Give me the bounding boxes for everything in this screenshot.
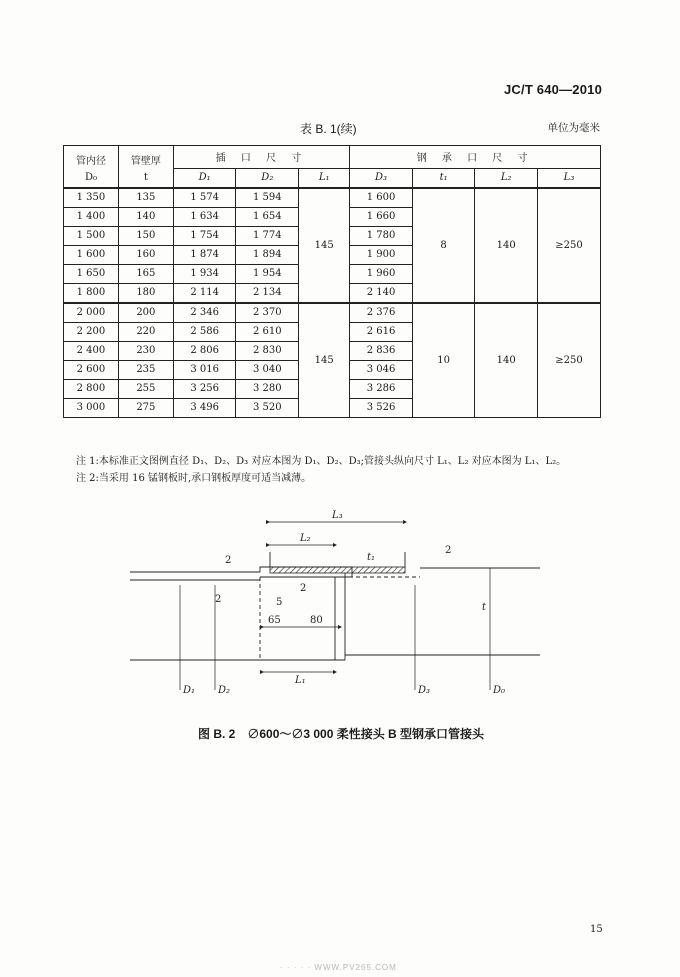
label-l1: L₁ [295, 675, 306, 686]
cell-t: 140 [118, 207, 173, 226]
label-dim-2c: 2 [300, 583, 307, 594]
header-wall-thickness: 管壁厚 [118, 146, 173, 169]
cell-d0: 2 400 [64, 341, 119, 360]
header-l3: L₃ [538, 168, 601, 188]
cell-d0: 2 200 [64, 322, 119, 341]
cell-d3: 3 046 [350, 360, 413, 379]
cell-d1: 1 874 [173, 245, 236, 264]
cell-t: 255 [118, 379, 173, 398]
cell-t: 200 [118, 303, 173, 323]
cell-t: 230 [118, 341, 173, 360]
cell-d0: 1 500 [64, 226, 119, 245]
cell-d2: 1 774 [236, 226, 299, 245]
cell-d3: 1 660 [350, 207, 413, 226]
cell-d0: 1 800 [64, 283, 119, 303]
joint-diagram [120, 505, 560, 700]
label-d1: D₁ [183, 685, 196, 696]
cell-d1: 3 496 [173, 398, 236, 417]
header-d0: D₀ [64, 168, 119, 188]
cell-d3: 1 960 [350, 264, 413, 283]
label-d2: D₂ [218, 685, 231, 696]
cell-d2: 1 894 [236, 245, 299, 264]
label-l3: L₃ [332, 510, 343, 521]
notes [76, 453, 566, 487]
cell-d3: 2 616 [350, 322, 413, 341]
header-row-1 [64, 146, 601, 169]
header-socket-group: 钢 承 口 尺 寸 [350, 146, 601, 169]
cell-d1: 2 114 [173, 283, 236, 303]
cell-d3: 3 286 [350, 379, 413, 398]
table-row [64, 188, 601, 208]
cell-d3: 2 836 [350, 341, 413, 360]
cell-d3: 1 600 [350, 188, 413, 208]
cell-t: 135 [118, 188, 173, 208]
cell-t1: 8 [412, 188, 474, 303]
label-d3: D₃ [418, 685, 431, 696]
cell-d2: 3 040 [236, 360, 299, 379]
note-2: 注 2:当采用 16 锰钢板时,承口钢板厚度可适当减薄。 [76, 473, 312, 484]
cell-d0: 1 350 [64, 188, 119, 208]
header-d1: D₁ [173, 168, 236, 188]
cell-d1: 3 256 [173, 379, 236, 398]
header-row-2 [64, 168, 601, 188]
cell-t: 180 [118, 283, 173, 303]
cell-t: 235 [118, 360, 173, 379]
cell-l3: ≥250 [538, 303, 601, 418]
header-t1: t₁ [412, 168, 474, 188]
dimension-table [63, 145, 601, 418]
cell-t1: 10 [412, 303, 474, 418]
standard-code: JC/T 640—2010 [504, 82, 602, 97]
note-1: 注 1:本标准正文图例直径 D₁、D₂、D₃ 对应本图为 D₁、D₂、D₃;管接头纵向尺寸 L₁、L₂ 对应本图为 L₁、L₂。 [76, 456, 567, 467]
steel-socket-hatch [270, 567, 405, 573]
label-dim-2b: 2 [215, 594, 222, 605]
cell-l2: 140 [475, 188, 538, 303]
cell-t: 165 [118, 264, 173, 283]
label-dim-80: 80 [310, 615, 323, 626]
cell-d0: 2 000 [64, 303, 119, 323]
cell-d1: 1 754 [173, 226, 236, 245]
cell-d1: 2 806 [173, 341, 236, 360]
cell-d2: 1 654 [236, 207, 299, 226]
cell-d1: 1 574 [173, 188, 236, 208]
cell-l1: 145 [299, 303, 350, 418]
cell-t: 275 [118, 398, 173, 417]
header-l1: L₁ [299, 168, 350, 188]
cell-d2: 2 830 [236, 341, 299, 360]
cell-d3: 3 526 [350, 398, 413, 417]
cell-d2: 2 610 [236, 322, 299, 341]
table-caption: 表 B. 1(续) [300, 122, 357, 136]
cell-d3: 2 376 [350, 303, 413, 323]
label-t: t [482, 602, 487, 613]
cell-d0: 1 600 [64, 245, 119, 264]
cell-d3: 2 140 [350, 283, 413, 303]
header-l2: L₂ [475, 168, 538, 188]
label-dim-2a: 2 [225, 555, 232, 566]
cell-d0: 1 650 [64, 264, 119, 283]
cell-t: 150 [118, 226, 173, 245]
cell-d3: 1 780 [350, 226, 413, 245]
table-row [64, 303, 601, 323]
header-t: t [118, 168, 173, 188]
page-number: 15 [590, 924, 603, 935]
label-d0: D₀ [493, 685, 506, 696]
label-dim-5: 5 [276, 597, 283, 608]
cell-d0: 2 600 [64, 360, 119, 379]
cell-l2: 140 [475, 303, 538, 418]
cell-d2: 3 520 [236, 398, 299, 417]
cell-d2: 2 370 [236, 303, 299, 323]
header-spigot-group: 插 口 尺 寸 [173, 146, 349, 169]
cell-d2: 1 594 [236, 188, 299, 208]
cell-d2: 1 954 [236, 264, 299, 283]
cell-d1: 2 586 [173, 322, 236, 341]
header-d2: D₂ [236, 168, 299, 188]
label-dim-2d: 2 [445, 545, 452, 556]
cell-d0: 3 000 [64, 398, 119, 417]
cell-t: 220 [118, 322, 173, 341]
cell-d1: 2 346 [173, 303, 236, 323]
cell-d1: 1 934 [173, 264, 236, 283]
header-inner-diameter: 管内径 [64, 146, 119, 169]
cell-d0: 2 800 [64, 379, 119, 398]
header-d3: D₃ [350, 168, 413, 188]
cell-d2: 3 280 [236, 379, 299, 398]
cell-d0: 1 400 [64, 207, 119, 226]
unit-note: 单位为毫米 [547, 122, 600, 134]
watermark: · · · · · WWW.PV265.COM [280, 963, 397, 972]
cell-t: 160 [118, 245, 173, 264]
cell-d3: 1 900 [350, 245, 413, 264]
cell-l3: ≥250 [538, 188, 601, 303]
label-t1: t₁ [367, 552, 376, 563]
cell-d1: 3 016 [173, 360, 236, 379]
cell-d2: 2 134 [236, 283, 299, 303]
figure-caption: 图 B. 2 ∅600～∅3 000 柔性接头 B 型钢承口管接头 [198, 727, 485, 741]
label-l2: L₂ [300, 533, 311, 544]
cell-d1: 1 634 [173, 207, 236, 226]
label-dim-65: 65 [268, 615, 281, 626]
cell-l1: 145 [299, 188, 350, 303]
